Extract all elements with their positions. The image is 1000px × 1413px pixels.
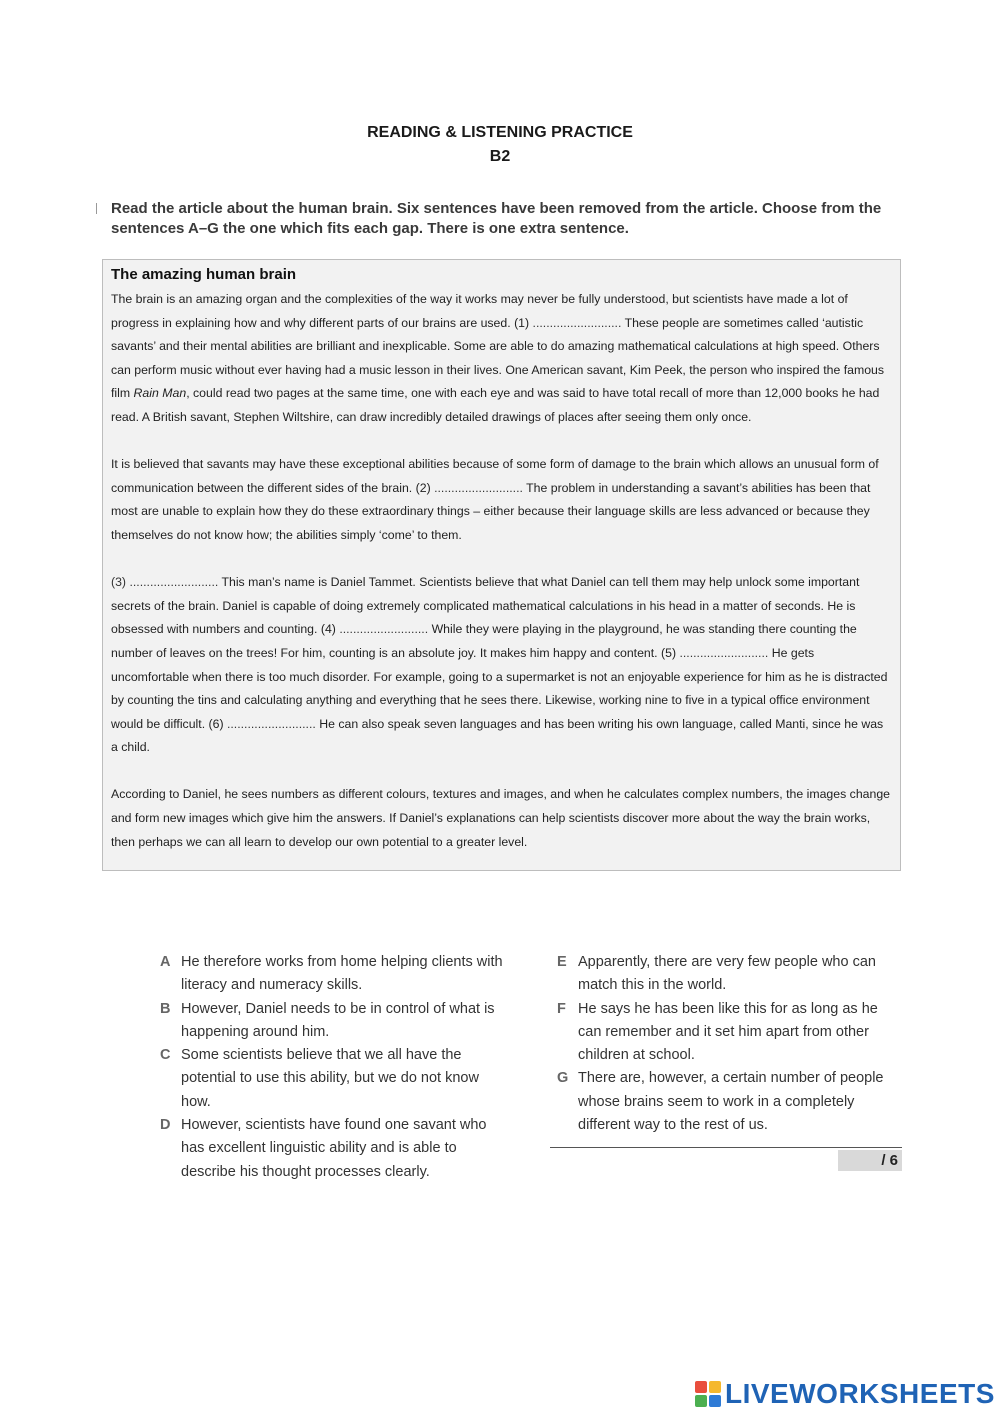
option-letter: G <box>557 1070 569 1087</box>
option-f <box>557 998 905 1068</box>
options-column-left <box>160 951 510 1184</box>
title-line-1: READING & LISTENING PRACTICE <box>367 124 633 141</box>
option-text: Apparently, there are very few people who can match this in the world. <box>578 954 876 994</box>
logo-square-1 <box>695 1381 707 1393</box>
option-b <box>160 998 510 1045</box>
p2-text-a: It is believed that savants may have these exceptional abilities because of some form of damage to the brain which allows an unusual form of communication between the different sides of the brain. (2) <box>111 457 879 495</box>
p1-text-b: These people are sometimes called ‘autistic savants’ and their mental abilities are brilliant and inexplicable. Some are able to do amazing mathematical calculations at high speed. Others can perform music without ever having had a music lesson in their lives. One American savant, Kim Peek, the person who inspired the famous film <box>111 315 885 401</box>
option-letter: B <box>160 1000 171 1017</box>
logo-square-4 <box>709 1395 721 1407</box>
option-d <box>160 1114 510 1184</box>
article-paragraph-1 <box>111 288 892 430</box>
article-title: The amazing human brain <box>111 266 297 283</box>
option-text: He therefore works from home helping clients with literacy and numeracy skills. <box>181 954 503 994</box>
film-title: Rain Man <box>133 386 187 401</box>
option-letter: A <box>160 954 171 970</box>
logo-square-3 <box>695 1395 707 1407</box>
brand-name: LIVEWORKSHEETS <box>725 1378 995 1409</box>
gap-5[interactable]: .......................... <box>679 645 769 660</box>
option-text: There are, however, a certain number of people whose brains seem to work in a completely different way to the rest of us. <box>578 1070 884 1134</box>
options-column-right <box>557 951 905 1137</box>
option-letter: E <box>557 954 567 970</box>
option-text: However, scientists have found one savant who has excellent linguistic ability and is able to describe his thought processes clearly. <box>181 1117 487 1180</box>
option-text: Some scientists believe that we all have the potential to use this ability, but we do not know how. <box>181 1047 479 1110</box>
p3-text-d: He can also speak seven languages and has been writing his own language, called Manti, since he was a child. <box>111 716 884 755</box>
instructions-text: Read the article about the human brain. Six sentences have been removed from the article. Choose from the sentences A–G the one which fits each gap. There is one extra sentence. <box>111 200 882 237</box>
score-total: / 6 <box>838 1150 902 1171</box>
article-paragraph-2 <box>111 453 892 547</box>
p2-text-b: The problem in understanding a savant’s abilities has been that most are unable to explain how they do these extraordinary things – either because their language skills are less advanced or because they themselves do not know how; the abilities simply ‘come’ to them. <box>111 480 871 542</box>
p1-text-a: The brain is an amazing organ and the complexities of the way it works may never be fully understood, but scientists have made a lot of progress in explaining how and why different parts of our brains are used. (1) <box>111 292 848 330</box>
p3-text-c: He gets uncomfortable when there is too much disorder. For example, going to a supermarket is not an enjoyable experience for him as he is distracted by counting the tins and calculating anything and everything that he sees there. Likewise, working nine to five in a typical office environment would be difficult. (6) <box>111 645 888 731</box>
margin-mark <box>96 203 97 214</box>
p3-text-b: While they were playing in the playground, he was standing there counting the number of leaves on the trees! For him, counting is an absolute joy. It makes him happy and content. (5) <box>111 622 857 660</box>
option-text: However, Daniel needs to be in control of what is happening around him. <box>181 1000 495 1040</box>
page-title <box>0 121 1000 169</box>
option-e <box>557 951 905 998</box>
option-letter: C <box>160 1047 171 1064</box>
gap-3[interactable]: (3) .......................... <box>111 575 219 590</box>
title-line-2: B2 <box>489 148 511 165</box>
option-letter: D <box>160 1117 171 1134</box>
option-text: He says he has been like this for as long as he can remember and it set him apart from other children at school. <box>578 1000 878 1064</box>
option-a <box>160 951 510 998</box>
article-paragraph-3 <box>111 571 892 760</box>
score-divider <box>550 1147 902 1148</box>
option-letter: F <box>557 1000 566 1017</box>
liveworksheets-logo <box>695 1378 995 1410</box>
article-box <box>102 259 901 871</box>
article-paragraph-4: According to Daniel, he sees numbers as different colours, textures and images, and when he calculates complex numbers, the images change and form new images which give him the answers. If Daniel’s explanations can help scientists discover more about the way the brain works, then perhaps we can all learn to develop our own potential to a greater level. <box>111 787 891 849</box>
gap-1[interactable]: .......................... <box>532 315 622 330</box>
option-g <box>557 1067 905 1137</box>
option-c <box>160 1044 510 1114</box>
logo-mark-icon <box>695 1381 721 1407</box>
p3-text-a: This man’s name is Daniel Tammet. Scientists believe that what Daniel can tell them may help unlock some important secrets of the brain. Daniel is capable of doing extremely complicated mathematical calculations in his head in a matter of seconds. He is obsessed with numbers and counting. (4) <box>111 575 860 637</box>
p1-text-c: , could read two pages at the same time, one with each eye and was said to have total recall of more than 12,000 books he had read. A British savant, Stephen Wiltshire, can draw incredibly detailed drawings of places after seeing them only once. <box>111 386 880 424</box>
gap-2[interactable]: .......................... <box>434 480 523 495</box>
logo-square-2 <box>709 1381 721 1393</box>
gap-4[interactable]: .......................... <box>339 622 429 637</box>
gap-6[interactable]: .......................... <box>226 716 316 731</box>
